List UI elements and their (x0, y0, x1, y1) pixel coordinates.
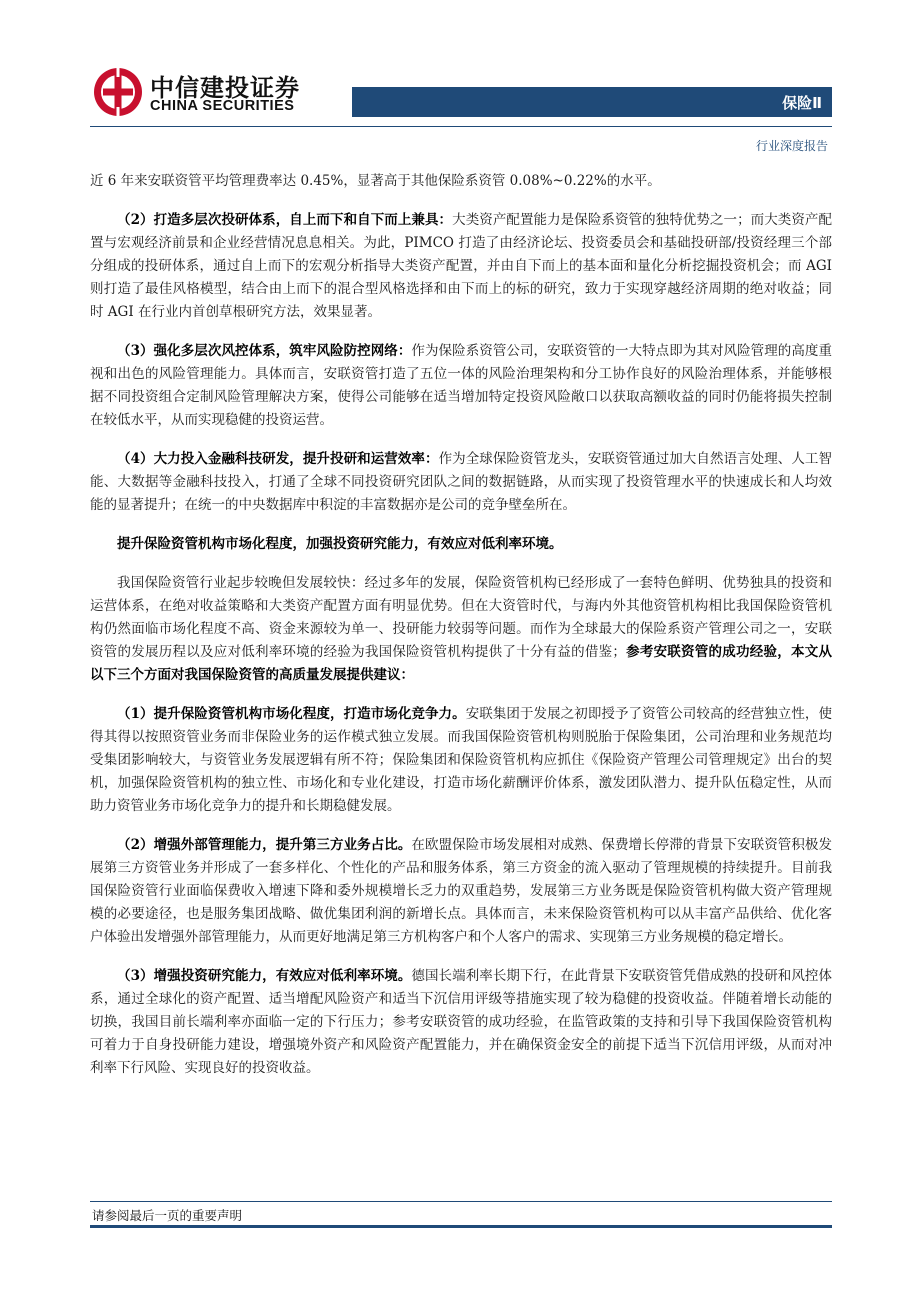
suggestion-investment-research (90, 965, 832, 1080)
disclaimer-note: 请参阅最后一页的重要声明 (92, 1208, 243, 1223)
paragraph-text: 作为保险系资管公司，安联资管的一大特点即为其对风险管理的高度重视和出色的风险管理能力。具体而言，安联资管打造了五位一体的风险治理架构和分工协作良好的风险治理体系，并能够根据不同投资组合定制风险管理解决方案，使得公司能够在适当增加特定投资风险敞口以获取高额收益的同时仍能将损失控制在较低水平，从而实现稳健的投资运营。 (90, 343, 832, 428)
report-body (90, 170, 832, 1096)
intro-text: 近 6 年来安联资管平均管理费率达 0.45%，显著高于其他保险系资管 0.08%~0.22%的水平。 (90, 173, 661, 189)
summary-heading: 提升保险资管机构市场化程度，加强投资研究能力，有效应对低利率环境。 (117, 536, 563, 552)
suggestion-heading: （1）提升保险资管机构市场化程度，打造市场化竞争力。 (117, 706, 466, 722)
suggestion-text: 在欧盟保险市场发展相对成熟、保费增长停滞的背景下安联资管积极发展第三方资管业务并形成了一套多样化、个性化的产品和服务体系，第三方资金的流入驱动了管理规模的持续提升。目前我国保险资管行业面临保费收入增速下降和委外规模增长乏力的双重趋势，发展第三方业务既是保险资管机构做大资产管理规模的必要途径，也是服务集团战略、做优集团利润的新增长点。具体而言，未来保险资管机构可以从丰富产品供给、优化客户体验出发增强外部管理能力，从而更好地满足第三方机构客户和个人客户的需求、实现第三方业务规模的稳定增长。 (90, 837, 832, 945)
intro-paragraph (90, 170, 832, 193)
sector-banner (352, 87, 832, 117)
suggestion-text: 德国长端利率长期下行，在此背景下安联资管凭借成熟的投研和风控体系，通过全球化的资产配置、适当增配风险资产和适当下沉信用评级等措施实现了较为稳健的投资收益。伴随着增长动能的切换，我国目前长端利率亦面临一定的下行压力；参考安联资管的成功经验，在监管政策的支持和引导下我国保险资管机构可着力于自身投研能力建设，增强境外资产和风险资产配置能力，并在确保资金安全的前提下适当下沉信用评级，从而对冲利率下行风险、实现良好的投资收益。 (90, 968, 832, 1076)
footer-divider-bottom (90, 1225, 832, 1228)
suggestion-text: 安联集团于发展之初即授予了资管公司较高的经营独立性，使得其得以按照资管业务而非保险业务的运作模式独立发展。而我国保险资管机构则脱胎于保险集团，公司治理和业务规范均受集团影响较大，与资管业务发展逻辑有所不符；保险集团和保险资管机构应抓住《保险资产管理公司管理规定》出台的契机，加强保险资管机构的独立性、市场化和专业化建设，打造市场化薪酬评价体系，激发团队潜力、提升队伍稳定性，从而助力资管业务市场化竞争力的提升和长期稳健发展。 (90, 706, 832, 814)
suggestion-marketization (90, 703, 832, 818)
paragraph-text: 作为全球保险资管龙头，安联资管通过加大自然语言处理、人工智能、大数据等金融科技投入，打通了全球不同投资研究团队之间的数据链路，从而实现了投资管理水平的快速成长和人均效能的显著提升；在统一的中央数据库中积淀的丰富数据亦是公司的竞争壁垒所在。 (90, 451, 832, 513)
report-type-label: 行业深度报告 (755, 139, 828, 153)
brand-name-english: CHINA SECURITIES (150, 98, 295, 114)
page-header (0, 0, 920, 160)
paragraph-fintech (90, 448, 832, 517)
paragraph-text: 我国保险资管行业起步较晚但发展较快：经过多年的发展，保险资管机构已经形成了一套特色鲜明、优势独具的投资和运营体系，在绝对收益策略和大类资产配置方面有明显优势。但在大资管时代，与海内外其他资管机构相比我国保险资管机构仍然面临市场化程度不高、资金来源较为单一、投研能力较弱等问题。而作为全球最大的保险系资产管理公司之一，安联资管的发展历程以及应对低利率环境的经验为我国保险资管机构提供了十分有益的借鉴； (90, 575, 832, 660)
paragraph-research-system (90, 209, 832, 324)
sector-label: 保险Ⅱ (782, 94, 822, 112)
header-divider (90, 126, 832, 127)
suggestion-external-management (90, 834, 832, 949)
china-securities-logo-icon (92, 66, 144, 118)
suggestion-heading: （2）增强外部管理能力，提升第三方业务占比。 (117, 837, 412, 853)
paragraph-heading: （2）打造多层次投研体系，自上而下和自下而上兼具： (117, 212, 453, 228)
paragraph-heading: （4）大力投入金融科技研发，提升投研和运营效率： (117, 451, 439, 467)
paragraph-industry-overview (90, 572, 832, 687)
paragraph-risk-control (90, 340, 832, 432)
suggestion-heading: （3）增强投资研究能力，有效应对低利率环境。 (117, 968, 412, 984)
footer-divider-top (90, 1201, 832, 1202)
paragraph-heading: （3）强化多层次风控体系，筑牢风险防控网络： (117, 343, 412, 359)
paragraph-bold-conclusion: 参考安联资管的成功经验，本文从以下三个方面对我国保险资管的高质量发展提供建议： (90, 644, 833, 683)
brand-name-chinese: 中信建投证券 (150, 74, 300, 102)
paragraph-text: 大类资产配置能力是保险系资管的独特优势之一；而大类资产配置与宏观经济前景和企业经营情况息息相关。为此，PIMCO 打造了由经济论坛、投资委员会和基础投研部/投资经理三个部分组成的投研体系，通过自上而下的宏观分析指导大类资产配置，并由自下而上的基本面和量化分析挖掘投资机会；而 AGI 则打造了最佳风格模型，结合由上而下的混合型风格选择和由下而上的标的研究，致力于实现穿越经济周期的绝对收益；同时 AGI 在行业内首创草根研究方法，效果显著。 (90, 212, 832, 320)
